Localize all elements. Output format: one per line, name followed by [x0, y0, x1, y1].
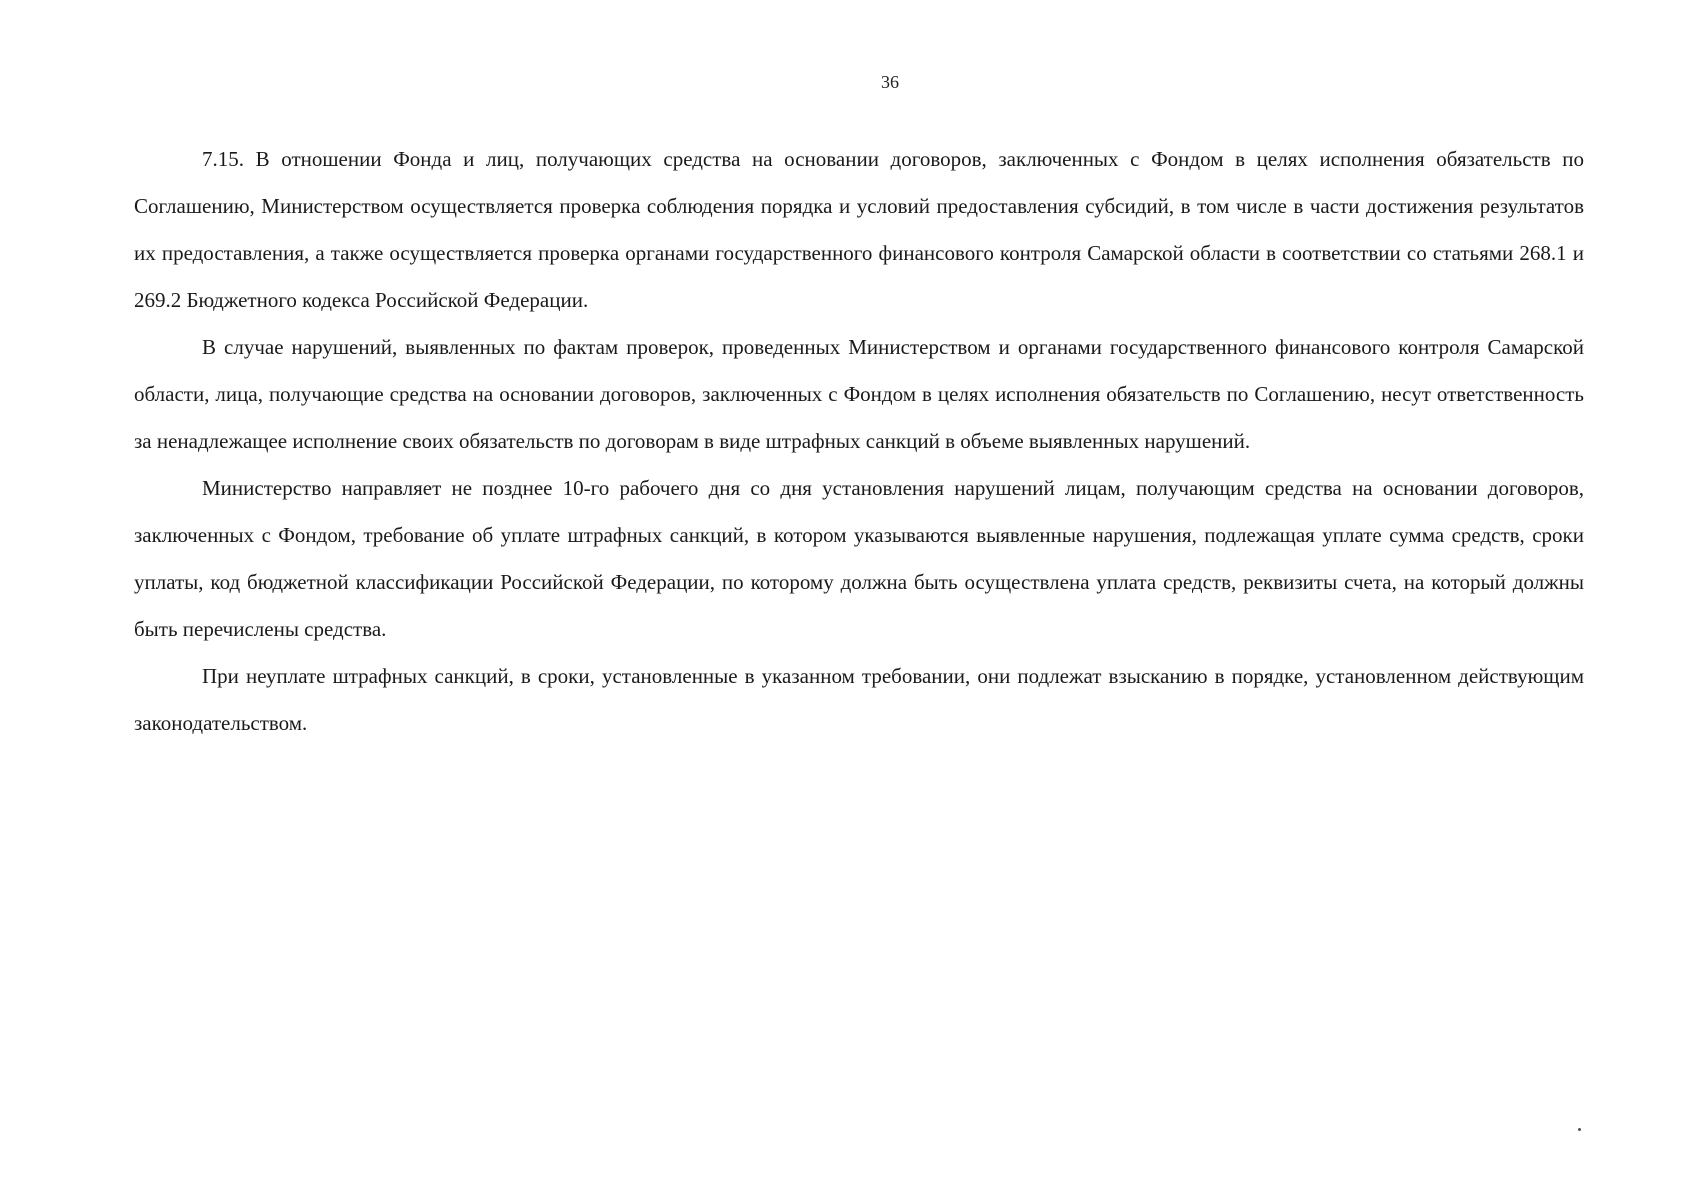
paragraph-violations-liability: В случае нарушений, выявленных по фактам проверок, проведенных Министерством и органами государственного финансового контроля Самарской области, лица, получающие средства на основании договоров, заключенных с Фондом в целях исполнения обязательств по Соглашению, несут ответственность за ненадлежащее исполнение своих обязательств по договорам в виде штрафных санкций в объеме выявленных нарушений. [134, 335, 1584, 453]
paragraph-penalty-demand: Министерство направляет не позднее 10-го рабочего дня со дня установления нарушений лицам, получающим средства на основании договоров, заключенных с Фондом, требование об уплате штрафных санкций, в котором указываются выявленные нарушения, подлежащая уплате сумма средств, сроки уплаты, код бюджетной классификации Российской Федерации, по которому должна быть осуществлена уплата средств, реквизиты счета, на который должны быть перечислены средства. [134, 476, 1584, 641]
page-number: 36 [881, 72, 899, 92]
scan-artifact-dot [1578, 1128, 1581, 1131]
paragraph-7-15: 7.15. В отношении Фонда и лиц, получающих средства на основании договоров, заключенных с Фондом в целях исполнения обязательств по Соглашению, Министерством осуществляется проверка соблюдения порядка и условий предоставления субсидий, в том числе в части достижения результатов их предоставления, а также осуществляется проверка органами государственного финансового контроля Самарской области в соответствии со статьями 268.1 и 269.2 Бюджетного кодекса Российской Федерации. [134, 147, 1584, 312]
document-body [134, 136, 1584, 747]
paragraph-non-payment: При неуплате штрафных санкций, в сроки, установленные в указанном требовании, они подлежат взысканию в порядке, установленном действующим законодательством. [134, 664, 1584, 735]
